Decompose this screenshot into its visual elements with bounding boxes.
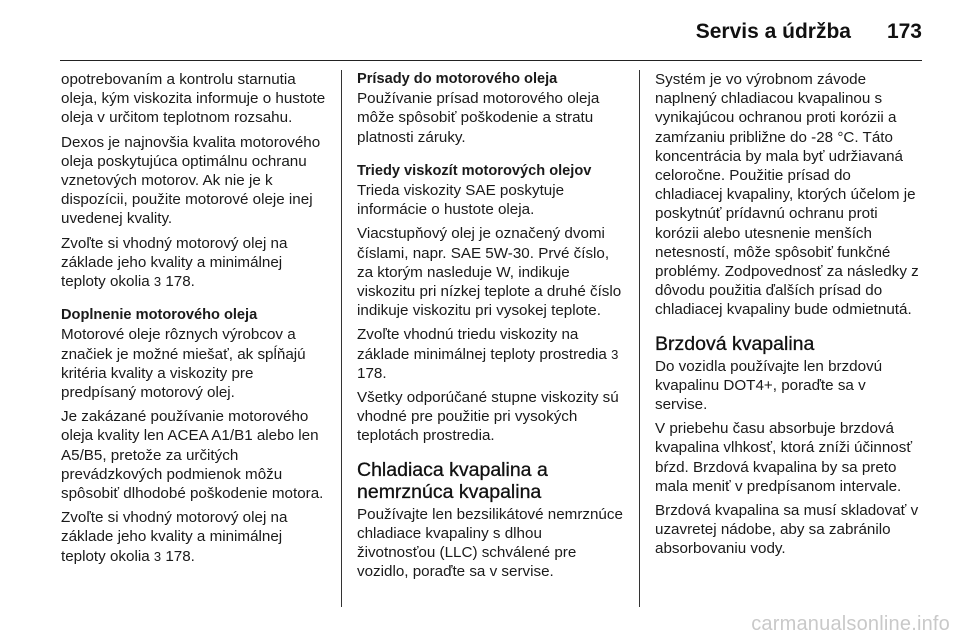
paragraph-text: Zvoľte si vhodný motorový olej na základe jeho kvality a minimálnej teploty okolia — [61, 234, 288, 291]
column-2 — [357, 70, 623, 586]
paragraph: Všetky odporúčané stupne viskozity sú vhodné pre použitie pri vysokých teplotách prostredia. — [357, 389, 619, 445]
page-title: Servis a údržba — [695, 20, 851, 43]
subheading: Doplnenie motorového oleja — [61, 307, 258, 324]
subheading: Triedy viskozít motorových olejov — [357, 162, 592, 179]
column-3 — [655, 70, 921, 564]
paragraph: Je zakázané používanie motorového oleja kvality len ACEA A1/B1 alebo len A5/B5, pretože za určitých prevádzkových podmienok môžu spôsobiť dlhodobé poškodenie motora. — [61, 408, 324, 503]
page-ref-icon: 3 — [153, 274, 162, 290]
column-divider-1 — [341, 70, 342, 607]
header-rule — [60, 60, 922, 61]
paragraph: Dexos je najnovšia kvalita motorového oleja poskytujúca optimálnu ochranu vznetových motorov. Ak nie je k dispozícii, použite motorové oleje inej uvedenej kvality. — [61, 133, 321, 228]
page-ref-link[interactable]: 178. — [165, 273, 195, 291]
paragraph: Používanie prísad motorového oleja môže spôsobiť poškodenie a stratu platnosti záruky. — [357, 90, 600, 146]
paragraph: opotrebovaním a kontrolu starnutia oleja, kým viskozita informuje o hustote oleja v určitom teplotnom rozsahu. — [61, 71, 326, 127]
section-heading: Chladiaca kvapalina a nemrznúca kvapalina — [357, 458, 548, 503]
paragraph: Systém je vo výrobnom závode naplnený chladiacou kvapalinou s vynikajúcou ochranou proti korózii a zamŕzaniu približne do -28 °C. Táto koncentrácia by mala byť udržiavaná celoročne. Použitie prísad do chladiacej kvapaliny, ktorých účelom je poskytnúť prídavnú ochranu proti korózii alebo utesnenie menších netesností, môže spôsobiť funkčné problémy. Zodpovednosť za následky z dôvodu použitia ďalších prísad do chladiacej kvapaliny bude odmietnutá. — [655, 71, 919, 319]
paragraph: Brzdová kvapalina sa musí skladovať v uzavretej nádobe, aby sa zabránilo absorbovaniu vody. — [655, 502, 919, 558]
column-1 — [61, 70, 327, 571]
page-ref-icon: 3 — [153, 548, 162, 564]
paragraph: Používajte len bezsilikátové nemrznúce chladiace kvapaliny s dlhou životnosťou (LLC) schválené pre vozidlo, poraďte sa v servise. — [357, 505, 623, 581]
paragraph — [61, 234, 327, 292]
paragraph: Viacstupňový olej je označený dvomi číslami, napr. SAE 5W-30. Prvé číslo, za ktorým nasleduje W, indikuje viskozitu pri nízkej teplote a druhé číslo indikuje viskozitu pri vysokej teplote. — [357, 225, 622, 320]
page-header — [60, 14, 922, 50]
subheading: Prísady do motorového oleja — [357, 71, 558, 87]
paragraph-text: Zvoľte vhodnú triedu viskozity na základe minimálnej teploty prostredia — [357, 326, 612, 363]
paragraph: Do vozidla používajte len brzdovú kvapalinu DOT4+, poraďte sa v servise. — [655, 357, 883, 414]
page-ref-icon: 3 — [611, 346, 619, 362]
paragraph: Trieda viskozity SAE poskytuje informácie o hustote oleja. — [357, 182, 565, 219]
paragraph-text: Zvoľte si vhodný motorový olej na základe jeho kvality a minimálnej teploty okolia — [61, 509, 288, 565]
watermark: carmanualsonline.info — [751, 613, 950, 635]
section-heading: Brzdová kvapalina — [655, 332, 815, 355]
paragraph — [357, 325, 623, 383]
column-divider-2 — [639, 70, 640, 607]
page-ref-link[interactable]: 178. — [357, 364, 387, 382]
paragraph — [61, 508, 327, 566]
page-ref-link[interactable]: 178. — [165, 547, 195, 565]
page-number: 173 — [886, 20, 922, 43]
paragraph: V priebehu času absorbuje brzdová kvapalina vlhkosť, ktorá zníži účinnosť bŕzd. Brzdová kvapalina by sa preto mala meniť v predpísanom intervale. — [655, 420, 913, 495]
paragraph: Motorové oleje rôznych výrobcov a značiek je možné miešať, ak spĺňajú kritéria kvality a viskozity pre predpísaný motorový olej. — [61, 326, 306, 402]
